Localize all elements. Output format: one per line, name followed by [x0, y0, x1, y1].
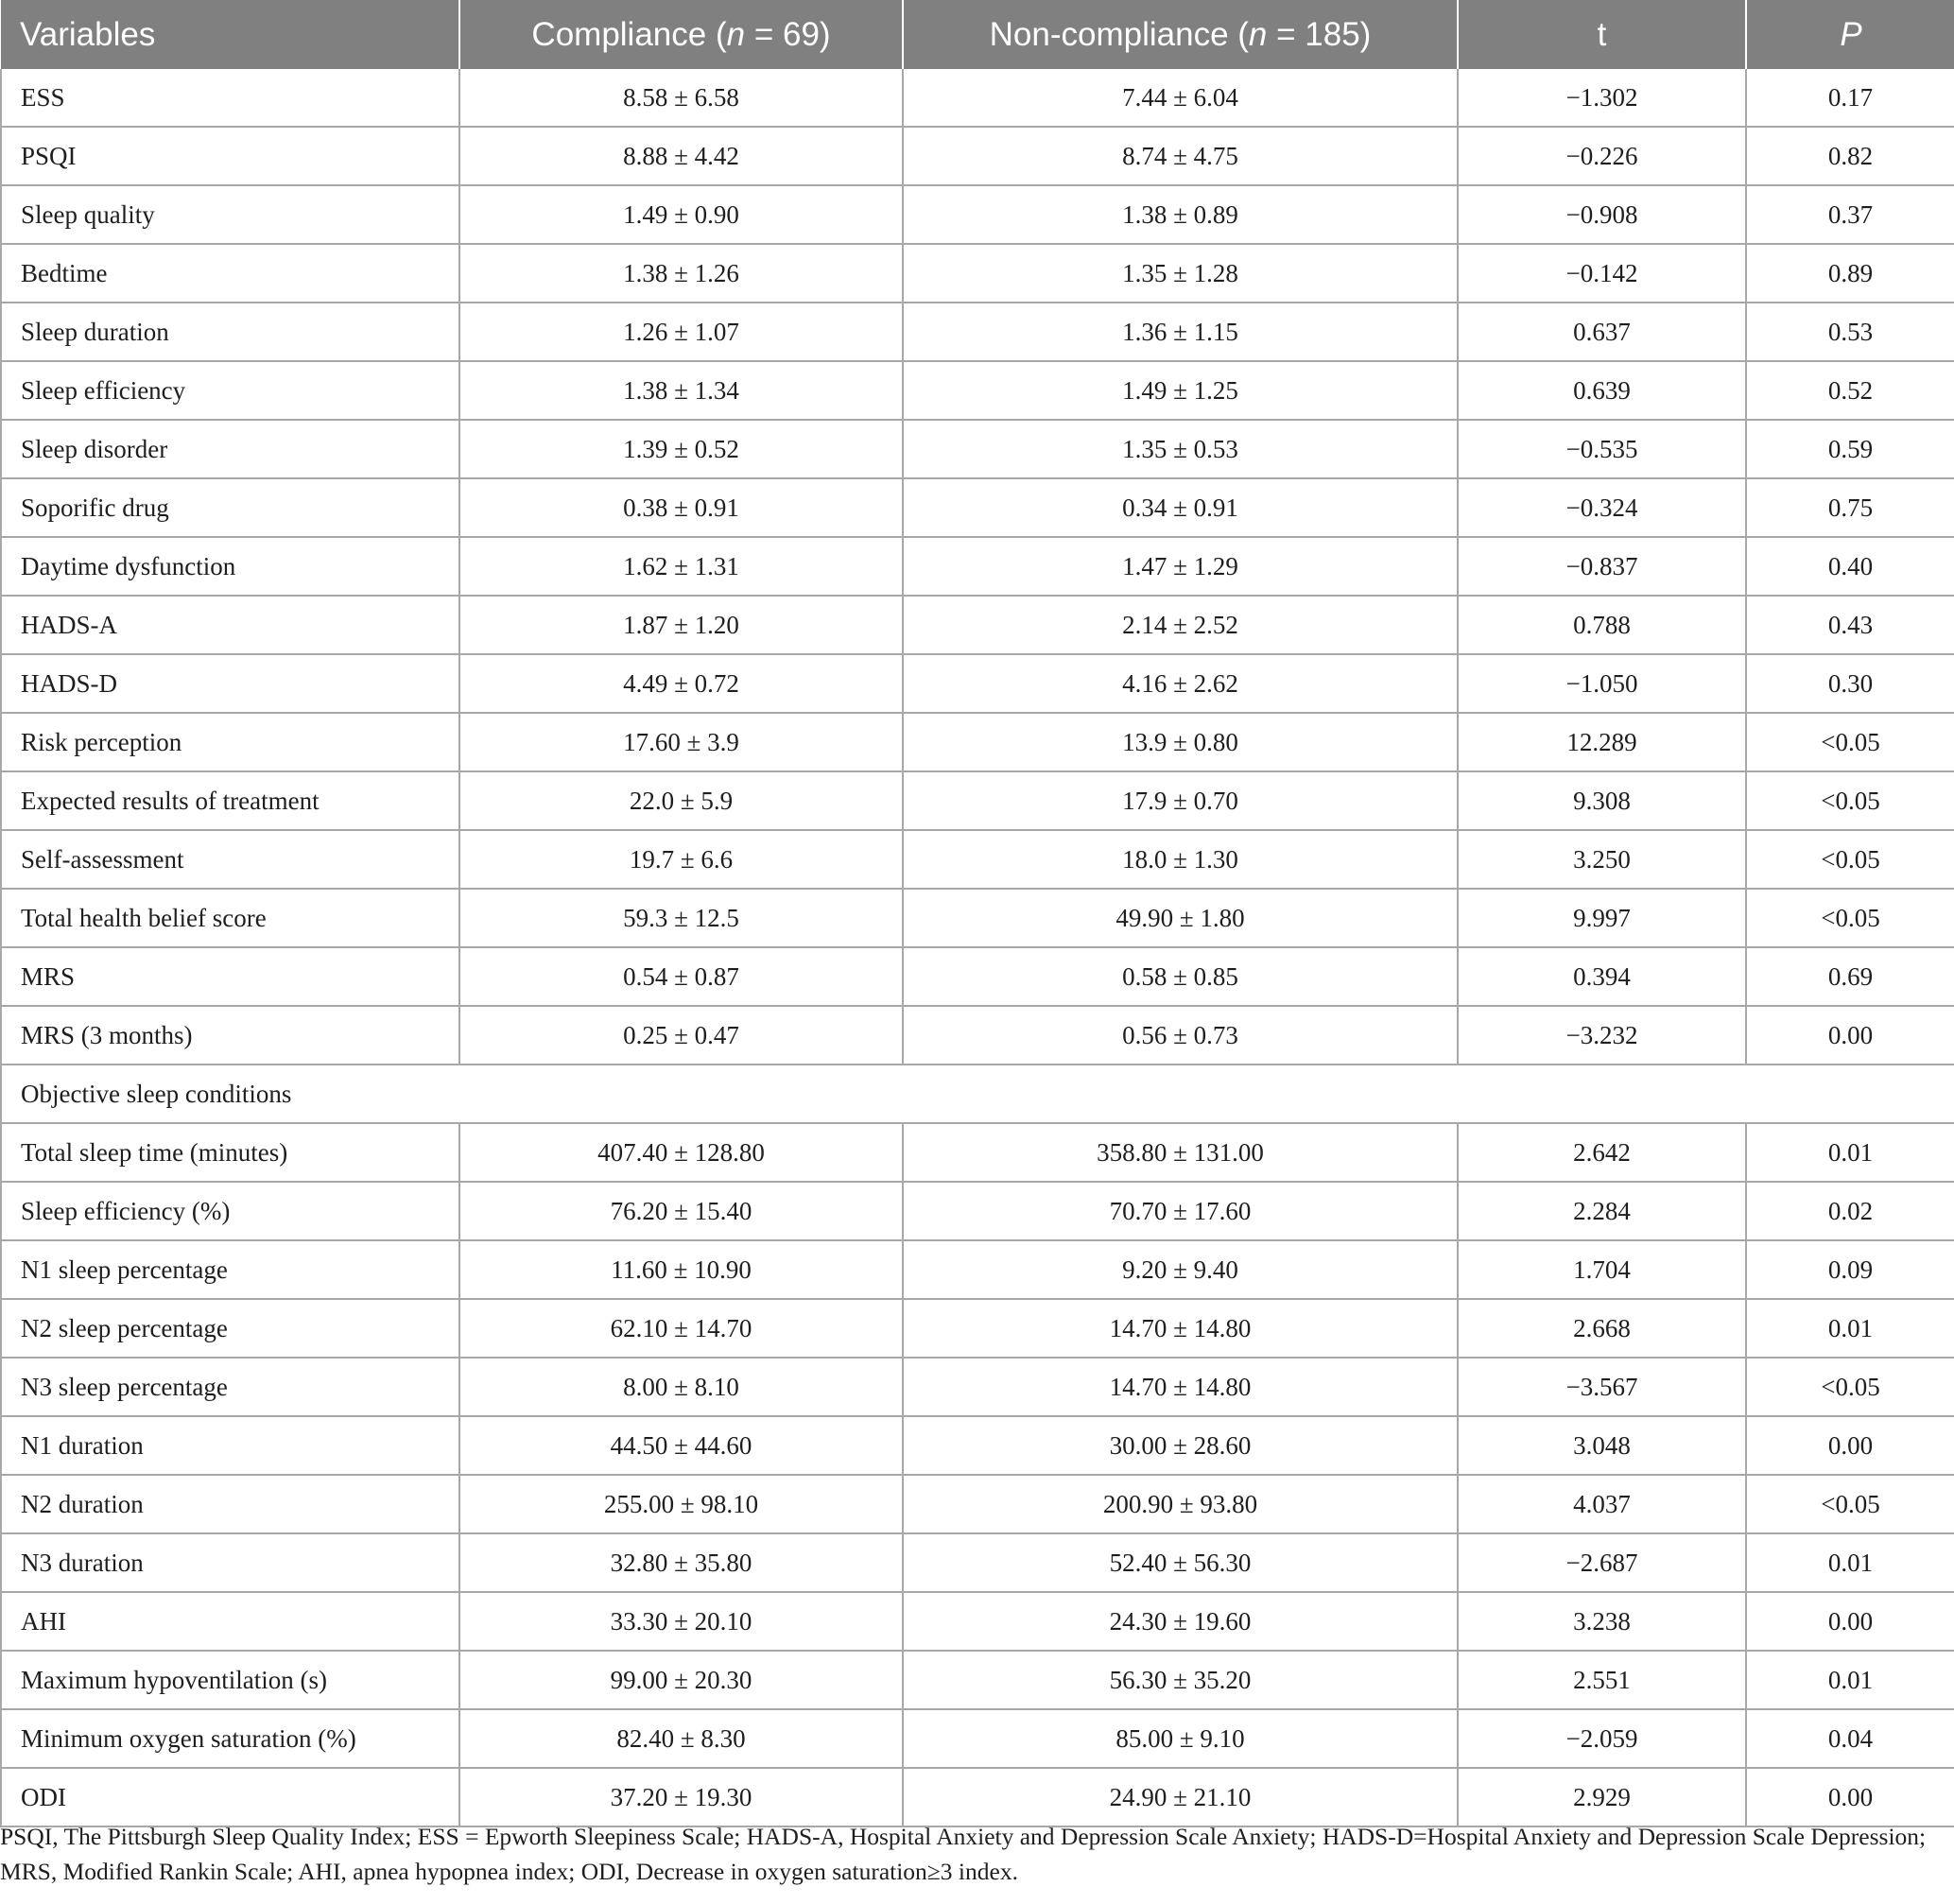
cell-p: 0.40 [1746, 537, 1954, 596]
cell-t: −0.908 [1458, 185, 1746, 244]
cell-variable: Expected results of treatment [1, 771, 459, 830]
cell-t: −0.324 [1458, 478, 1746, 537]
header-t: t [1458, 0, 1746, 69]
cell-compliance: 11.60 ± 10.90 [459, 1240, 903, 1299]
cell-p: 0.43 [1746, 596, 1954, 654]
cell-noncompliance: 85.00 ± 9.10 [903, 1709, 1458, 1768]
cell-t: −0.226 [1458, 127, 1746, 185]
cell-p: 0.00 [1746, 1416, 1954, 1475]
table-row [1, 1182, 1954, 1240]
cell-noncompliance: 56.30 ± 35.20 [903, 1651, 1458, 1709]
table-row [1, 127, 1954, 185]
cell-p: 0.30 [1746, 654, 1954, 713]
cell-compliance: 1.26 ± 1.07 [459, 303, 903, 361]
cell-noncompliance: 14.70 ± 14.80 [903, 1358, 1458, 1416]
cell-compliance: 0.25 ± 0.47 [459, 1006, 903, 1065]
cell-variable: HADS-A [1, 596, 459, 654]
cell-variable: Minimum oxygen saturation (%) [1, 1709, 459, 1768]
table-row [1, 303, 1954, 361]
cell-compliance: 1.87 ± 1.20 [459, 596, 903, 654]
cell-t: 0.639 [1458, 361, 1746, 420]
cell-t: −0.535 [1458, 420, 1746, 478]
cell-p: 0.00 [1746, 1006, 1954, 1065]
header-row [1, 0, 1954, 69]
cell-t: 0.788 [1458, 596, 1746, 654]
table-body [1, 69, 1954, 1826]
cell-t: −3.567 [1458, 1358, 1746, 1416]
cell-variable: Sleep quality [1, 185, 459, 244]
section-label: Objective sleep conditions [1, 1065, 1954, 1123]
cell-noncompliance: 7.44 ± 6.04 [903, 69, 1458, 127]
cell-noncompliance: 30.00 ± 28.60 [903, 1416, 1458, 1475]
cell-noncompliance: 8.74 ± 4.75 [903, 127, 1458, 185]
cell-p: <0.05 [1746, 1475, 1954, 1533]
cell-noncompliance: 1.36 ± 1.15 [903, 303, 1458, 361]
cell-p: 0.53 [1746, 303, 1954, 361]
cell-p: <0.05 [1746, 830, 1954, 889]
section-row [1, 1065, 1954, 1123]
cell-variable: N2 sleep percentage [1, 1299, 459, 1358]
cell-variable: N1 sleep percentage [1, 1240, 459, 1299]
cell-p: 0.01 [1746, 1651, 1954, 1709]
cell-variable: Soporific drug [1, 478, 459, 537]
cell-variable: Maximum hypoventilation (s) [1, 1651, 459, 1709]
cell-variable: Total health belief score [1, 889, 459, 947]
cell-compliance: 1.62 ± 1.31 [459, 537, 903, 596]
cell-compliance: 17.60 ± 3.9 [459, 713, 903, 771]
table-row [1, 420, 1954, 478]
cell-noncompliance: 1.47 ± 1.29 [903, 537, 1458, 596]
table-row [1, 1768, 1954, 1826]
cell-compliance: 19.7 ± 6.6 [459, 830, 903, 889]
cell-noncompliance: 70.70 ± 17.60 [903, 1182, 1458, 1240]
cell-noncompliance: 17.9 ± 0.70 [903, 771, 1458, 830]
cell-noncompliance: 0.58 ± 0.85 [903, 947, 1458, 1006]
cell-p: 0.01 [1746, 1299, 1954, 1358]
cell-p: 0.01 [1746, 1533, 1954, 1592]
table-row [1, 244, 1954, 303]
cell-noncompliance: 1.35 ± 0.53 [903, 420, 1458, 478]
table-row [1, 69, 1954, 127]
cell-variable: PSQI [1, 127, 459, 185]
cell-variable: Sleep efficiency (%) [1, 1182, 459, 1240]
cell-p: 0.09 [1746, 1240, 1954, 1299]
cell-t: −1.050 [1458, 654, 1746, 713]
table-row [1, 361, 1954, 420]
cell-t: 3.048 [1458, 1416, 1746, 1475]
table-row [1, 947, 1954, 1006]
cell-t: 9.997 [1458, 889, 1746, 947]
cell-compliance: 1.38 ± 1.26 [459, 244, 903, 303]
cell-noncompliance: 0.56 ± 0.73 [903, 1006, 1458, 1065]
cell-compliance: 44.50 ± 44.60 [459, 1416, 903, 1475]
cell-p: 0.89 [1746, 244, 1954, 303]
cell-variable: N2 duration [1, 1475, 459, 1533]
cell-t: −2.687 [1458, 1533, 1746, 1592]
cell-variable: HADS-D [1, 654, 459, 713]
table-row [1, 1533, 1954, 1592]
cell-noncompliance: 52.40 ± 56.30 [903, 1533, 1458, 1592]
cell-variable: Daytime dysfunction [1, 537, 459, 596]
cell-noncompliance: 9.20 ± 9.40 [903, 1240, 1458, 1299]
cell-compliance: 33.30 ± 20.10 [459, 1592, 903, 1651]
cell-p: <0.05 [1746, 1358, 1954, 1416]
table-footnote: PSQI, The Pittsburgh Sleep Quality Index; ESS = Epworth Sleepiness Scale; HADS-A, Hospital Anxiety and Depression Scale Anxiety; HADS-D=Hospital Anxiety and Depression Scale Depression; MRS, Modified Rankin Scale; AHI, apnea hypopnea index; ODI, Decrease in oxygen saturation≥3 index. [0, 1823, 1927, 1885]
cell-variable: MRS [1, 947, 459, 1006]
cell-noncompliance: 1.38 ± 0.89 [903, 185, 1458, 244]
table-row [1, 713, 1954, 771]
cell-variable: ODI [1, 1768, 459, 1826]
cell-variable: N1 duration [1, 1416, 459, 1475]
table-row [1, 596, 1954, 654]
table-row [1, 1592, 1954, 1651]
cell-t: 0.394 [1458, 947, 1746, 1006]
cell-p: 0.82 [1746, 127, 1954, 185]
cell-variable: N3 duration [1, 1533, 459, 1592]
table-row [1, 1123, 1954, 1182]
cell-p: 0.04 [1746, 1709, 1954, 1768]
cell-t: −0.142 [1458, 244, 1746, 303]
cell-noncompliance: 4.16 ± 2.62 [903, 654, 1458, 713]
cell-compliance: 0.38 ± 0.91 [459, 478, 903, 537]
cell-variable: Bedtime [1, 244, 459, 303]
table-row [1, 537, 1954, 596]
cell-compliance: 8.00 ± 8.10 [459, 1358, 903, 1416]
cell-compliance: 4.49 ± 0.72 [459, 654, 903, 713]
table-row [1, 889, 1954, 947]
table-row [1, 1709, 1954, 1768]
table-row [1, 1006, 1954, 1065]
cell-compliance: 99.00 ± 20.30 [459, 1651, 903, 1709]
cell-noncompliance: 13.9 ± 0.80 [903, 713, 1458, 771]
cell-p: 0.59 [1746, 420, 1954, 478]
cell-t: 2.642 [1458, 1123, 1746, 1182]
cell-compliance: 37.20 ± 19.30 [459, 1768, 903, 1826]
table-header [1, 0, 1954, 69]
cell-compliance: 8.58 ± 6.58 [459, 69, 903, 127]
cell-variable: Risk perception [1, 713, 459, 771]
cell-noncompliance: 2.14 ± 2.52 [903, 596, 1458, 654]
header-variables: Variables [1, 0, 459, 69]
cell-variable: Sleep disorder [1, 420, 459, 478]
cell-p: 0.52 [1746, 361, 1954, 420]
cell-p: 0.00 [1746, 1592, 1954, 1651]
cell-t: 3.250 [1458, 830, 1746, 889]
header-p: P [1746, 0, 1954, 69]
cell-p: 0.00 [1746, 1768, 1954, 1826]
table-row [1, 830, 1954, 889]
table-row [1, 1240, 1954, 1299]
cell-compliance: 62.10 ± 14.70 [459, 1299, 903, 1358]
cell-compliance: 1.49 ± 0.90 [459, 185, 903, 244]
cell-t: 9.308 [1458, 771, 1746, 830]
table-row [1, 1475, 1954, 1533]
cell-variable: Self-assessment [1, 830, 459, 889]
cell-compliance: 1.39 ± 0.52 [459, 420, 903, 478]
cell-noncompliance: 0.34 ± 0.91 [903, 478, 1458, 537]
table-row [1, 185, 1954, 244]
cell-variable: AHI [1, 1592, 459, 1651]
cell-t: 4.037 [1458, 1475, 1746, 1533]
cell-t: 3.238 [1458, 1592, 1746, 1651]
cell-noncompliance: 1.49 ± 1.25 [903, 361, 1458, 420]
cell-p: 0.01 [1746, 1123, 1954, 1182]
cell-compliance: 1.38 ± 1.34 [459, 361, 903, 420]
cell-compliance: 0.54 ± 0.87 [459, 947, 903, 1006]
table-row [1, 478, 1954, 537]
cell-compliance: 76.20 ± 15.40 [459, 1182, 903, 1240]
cell-variable: MRS (3 months) [1, 1006, 459, 1065]
cell-t: 2.668 [1458, 1299, 1746, 1358]
cell-p: 0.75 [1746, 478, 1954, 537]
cell-compliance: 59.3 ± 12.5 [459, 889, 903, 947]
header-noncompliance: Non-compliance (n = 185) [903, 0, 1458, 69]
cell-noncompliance: 18.0 ± 1.30 [903, 830, 1458, 889]
cell-p: <0.05 [1746, 713, 1954, 771]
cell-p: <0.05 [1746, 771, 1954, 830]
cell-noncompliance: 1.35 ± 1.28 [903, 244, 1458, 303]
table-row [1, 1416, 1954, 1475]
cell-compliance: 255.00 ± 98.10 [459, 1475, 903, 1533]
cell-compliance: 407.40 ± 128.80 [459, 1123, 903, 1182]
table-row [1, 654, 1954, 713]
cell-t: −0.837 [1458, 537, 1746, 596]
table-row [1, 1358, 1954, 1416]
cell-t: 0.637 [1458, 303, 1746, 361]
cell-t: 2.929 [1458, 1768, 1746, 1826]
cell-noncompliance: 200.90 ± 93.80 [903, 1475, 1458, 1533]
cell-variable: Sleep duration [1, 303, 459, 361]
cell-p: 0.02 [1746, 1182, 1954, 1240]
table-row [1, 1651, 1954, 1709]
cell-t: −2.059 [1458, 1709, 1746, 1768]
cell-t: 12.289 [1458, 713, 1746, 771]
cell-t: 2.551 [1458, 1651, 1746, 1709]
cell-p: 0.69 [1746, 947, 1954, 1006]
cell-variable: ESS [1, 69, 459, 127]
cell-p: <0.05 [1746, 889, 1954, 947]
cell-compliance: 82.40 ± 8.30 [459, 1709, 903, 1768]
header-compliance: Compliance (n = 69) [459, 0, 903, 69]
cell-compliance: 22.0 ± 5.9 [459, 771, 903, 830]
cell-t: −3.232 [1458, 1006, 1746, 1065]
cell-variable: Sleep efficiency [1, 361, 459, 420]
cell-p: 0.37 [1746, 185, 1954, 244]
cell-variable: N3 sleep percentage [1, 1358, 459, 1416]
cell-variable: Total sleep time (minutes) [1, 1123, 459, 1182]
cell-t: −1.302 [1458, 69, 1746, 127]
cell-noncompliance: 24.90 ± 21.10 [903, 1768, 1458, 1826]
cell-t: 1.704 [1458, 1240, 1746, 1299]
table-row [1, 771, 1954, 830]
cell-t: 2.284 [1458, 1182, 1746, 1240]
cell-noncompliance: 14.70 ± 14.80 [903, 1299, 1458, 1358]
table-row [1, 1299, 1954, 1358]
cell-compliance: 8.88 ± 4.42 [459, 127, 903, 185]
cell-noncompliance: 358.80 ± 131.00 [903, 1123, 1458, 1182]
cell-noncompliance: 49.90 ± 1.80 [903, 889, 1458, 947]
cell-p: 0.17 [1746, 69, 1954, 127]
cell-noncompliance: 24.30 ± 19.60 [903, 1592, 1458, 1651]
cell-compliance: 32.80 ± 35.80 [459, 1533, 903, 1592]
